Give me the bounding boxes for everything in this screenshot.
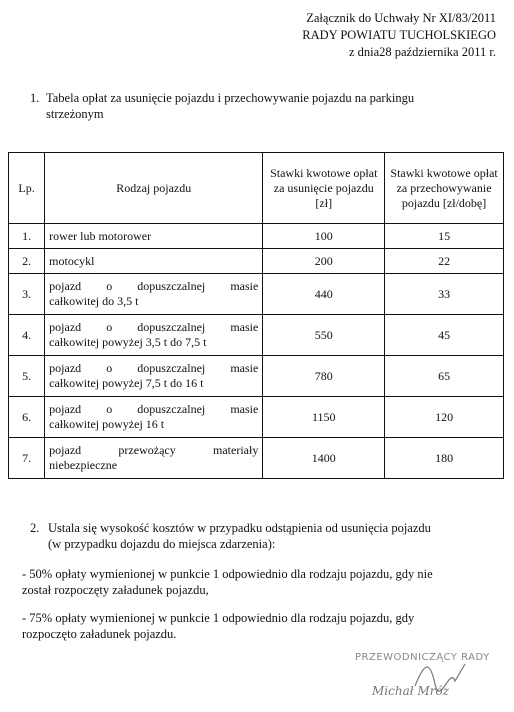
row-storage-rate: 22 bbox=[385, 249, 504, 274]
row-vehicle-type bbox=[45, 315, 263, 356]
header-removal-rate bbox=[263, 153, 385, 224]
row-lp: 6. bbox=[9, 397, 45, 438]
header-line-2: RADY POWIATU TUCHOLSKIEGO bbox=[302, 28, 496, 42]
row-vehicle-type-line-1: pojazd o dopuszczalnej masie bbox=[49, 361, 259, 375]
row-lp: 7. bbox=[9, 438, 45, 479]
row-removal-rate: 550 bbox=[263, 315, 385, 356]
table-row bbox=[9, 315, 504, 356]
row-lp: 2. bbox=[9, 249, 45, 274]
row-lp: 5. bbox=[9, 356, 45, 397]
table-row bbox=[9, 397, 504, 438]
header-line-1: Załącznik do Uchwały Nr XI/83/2011 bbox=[306, 11, 496, 25]
row-vehicle-type-line-1: pojazd o dopuszczalnej masie bbox=[49, 279, 259, 293]
row-removal-rate: 440 bbox=[263, 274, 385, 315]
section-2-title bbox=[18, 520, 498, 552]
header-removal-line-2: za usunięcie pojazdu bbox=[273, 180, 374, 195]
row-removal-rate: 780 bbox=[263, 356, 385, 397]
row-vehicle-type-line-1: pojazd przewożący materiały bbox=[49, 443, 259, 457]
table-row bbox=[9, 224, 504, 249]
row-storage-rate: 120 bbox=[385, 397, 504, 438]
row-vehicle-type-line-2: niebezpieczne bbox=[49, 458, 118, 472]
row-removal-rate: 1400 bbox=[263, 438, 385, 479]
row-vehicle-type-line-2: całkowitej powyżej 3,5 t do 7,5 t bbox=[49, 335, 207, 349]
row-removal-rate: 100 bbox=[263, 224, 385, 249]
header-storage-line-3: pojazdu [zł/dobę] bbox=[401, 195, 487, 210]
header-storage-rate bbox=[385, 153, 504, 224]
section-2-number: 2. bbox=[30, 521, 40, 535]
table-row bbox=[9, 249, 504, 274]
section-1-title bbox=[18, 90, 488, 122]
header-removal-line-1: Stawki kwotowe opłat bbox=[270, 165, 378, 180]
paragraph-50-line-2: został rozpoczęty załadunek pojazdu, bbox=[22, 583, 209, 597]
header-lp: Lp. bbox=[9, 153, 45, 224]
row-storage-rate: 45 bbox=[385, 315, 504, 356]
section-2-line-1: Ustala się wysokość kosztów w przypadku odstąpienia od usunięcia pojazdu bbox=[48, 521, 431, 535]
row-vehicle-type-line-2: całkowitej powyżej 16 t bbox=[49, 417, 165, 431]
section-2-line-2: (w przypadku dojazdu do miejsca zdarzenia): bbox=[48, 537, 276, 551]
row-vehicle-type-line-1: pojazd o dopuszczalnej masie bbox=[49, 402, 259, 416]
section-1-title-line-1: Tabela opłat za usunięcie pojazdu i przechowywanie pojazdu na parkingu bbox=[46, 91, 415, 105]
paragraph-75-percent bbox=[22, 610, 492, 642]
row-storage-rate: 180 bbox=[385, 438, 504, 479]
paragraph-75-line-2: rozpoczęto załadunek pojazdu. bbox=[22, 627, 177, 641]
header-vehicle-type: Rodzaj pojazdu bbox=[45, 153, 263, 224]
row-vehicle-type: motocykl bbox=[45, 249, 263, 274]
chairman-stamp-title: PRZEWODNICZĄCY RADY bbox=[355, 652, 490, 663]
row-removal-rate: 1150 bbox=[263, 397, 385, 438]
row-vehicle-type bbox=[45, 397, 263, 438]
row-removal-rate: 200 bbox=[263, 249, 385, 274]
row-vehicle-type bbox=[45, 356, 263, 397]
table-row bbox=[9, 438, 504, 479]
section-1-title-line-2: strzeżonym bbox=[46, 107, 104, 121]
paragraph-75-line-1: - 75% opłaty wymienionej w punkcie 1 odpowiednio dla rodzaju pojazdu, gdy bbox=[22, 611, 415, 625]
row-lp: 4. bbox=[9, 315, 45, 356]
row-lp: 1. bbox=[9, 224, 45, 249]
header-storage-line-2: za przechowywanie bbox=[396, 180, 492, 195]
table-header-row bbox=[9, 153, 504, 224]
row-storage-rate: 65 bbox=[385, 356, 504, 397]
row-vehicle-type bbox=[45, 274, 263, 315]
section-1-number: 1. bbox=[30, 91, 40, 105]
header-storage-line-1: Stawki kwotowe opłat bbox=[390, 165, 498, 180]
row-storage-rate: 33 bbox=[385, 274, 504, 315]
row-vehicle-type-line-2: całkowitej do 3,5 t bbox=[49, 294, 139, 308]
row-lp: 3. bbox=[9, 274, 45, 315]
header-line-3: z dnia28 października 2011 r. bbox=[348, 45, 496, 59]
row-vehicle-type-line-1: pojazd o dopuszczalnej masie bbox=[49, 320, 259, 334]
chairman-name: Michał Mróz bbox=[372, 684, 450, 698]
header-removal-line-3: [zł] bbox=[315, 195, 333, 210]
fees-table bbox=[8, 152, 504, 479]
row-storage-rate: 15 bbox=[385, 224, 504, 249]
document-header bbox=[302, 10, 496, 61]
table-row bbox=[9, 356, 504, 397]
paragraph-50-percent bbox=[22, 566, 492, 598]
table-row bbox=[9, 274, 504, 315]
row-vehicle-type bbox=[45, 438, 263, 479]
row-vehicle-type-line-2: całkowitej powyżej 7,5 t do 16 t bbox=[49, 376, 204, 390]
row-vehicle-type: rower lub motorower bbox=[45, 224, 263, 249]
paragraph-50-line-1: - 50% opłaty wymienionej w punkcie 1 odpowiednio dla rodzaju pojazdu, gdy nie bbox=[22, 567, 433, 581]
